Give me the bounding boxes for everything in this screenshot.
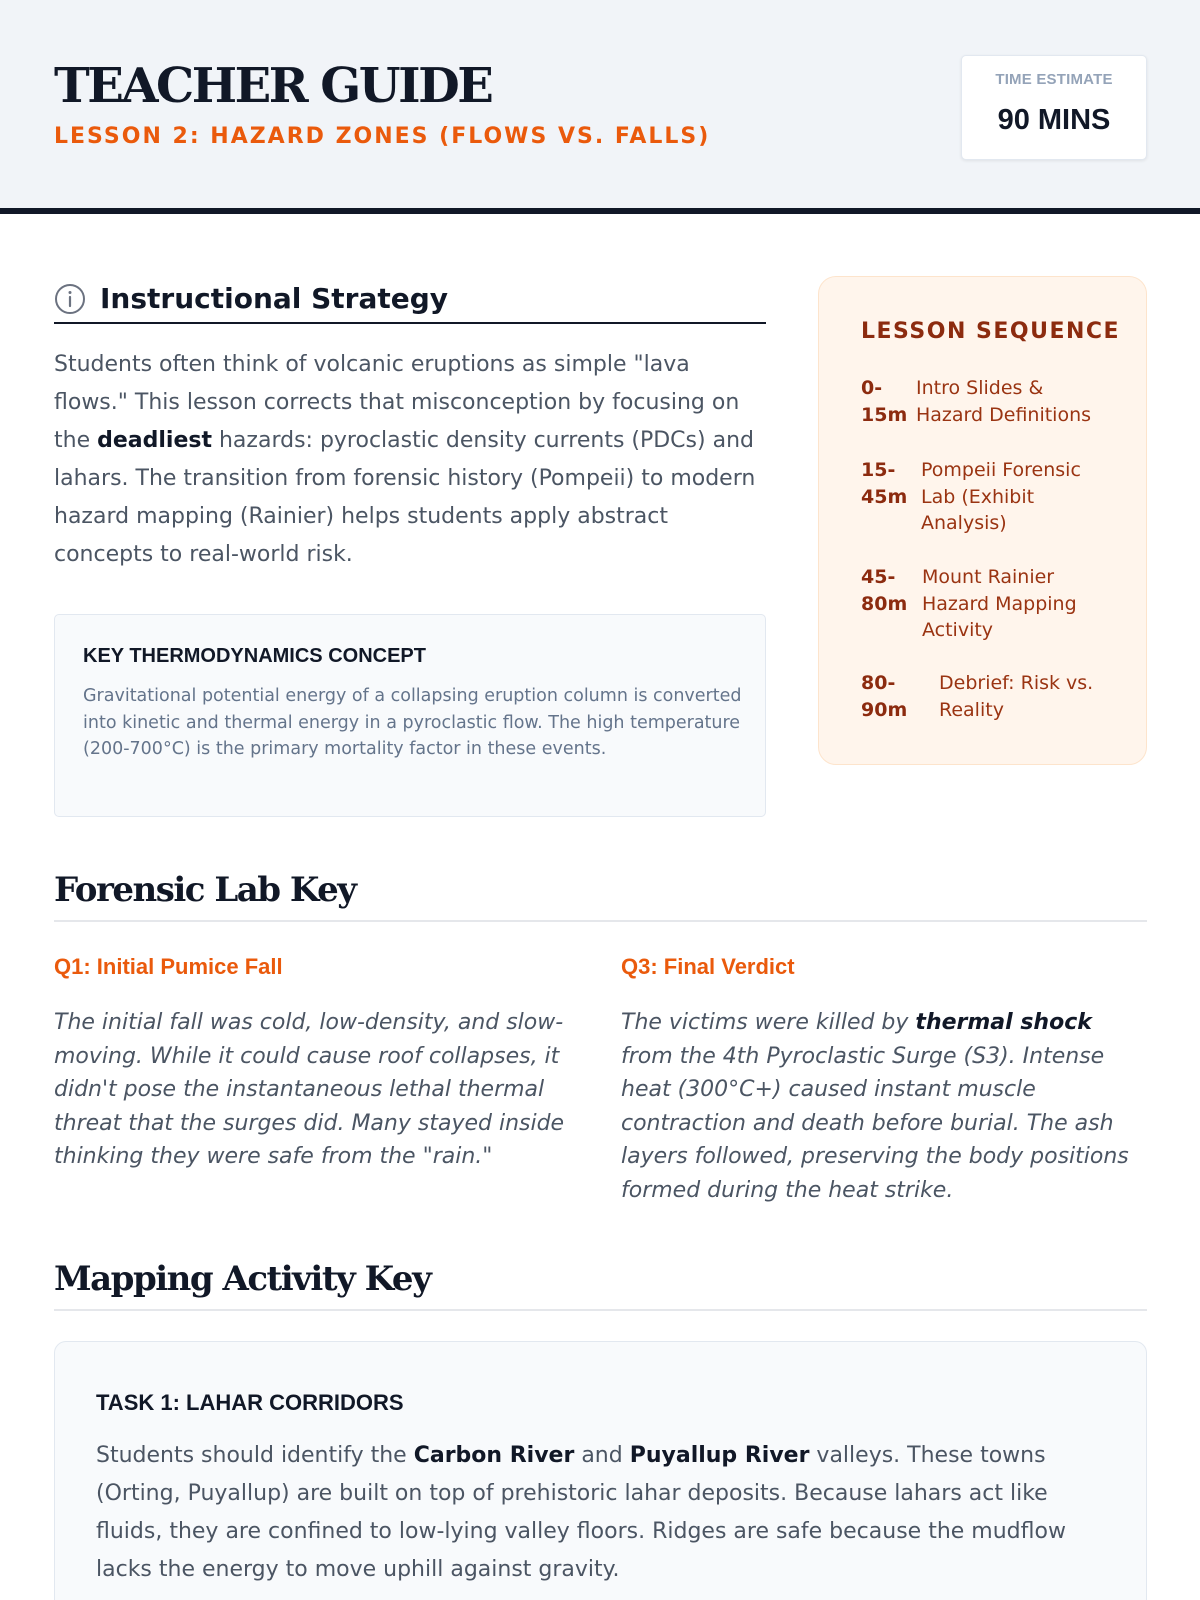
q1-heading: Q1: Initial Pumice Fall [54, 954, 283, 979]
lesson-subtitle: LESSON 2: HAZARD ZONES (FLOWS VS. FALLS) [54, 124, 711, 149]
task-1-title: TASK 1: LAHAR CORRIDORS [96, 1390, 404, 1415]
info-icon [54, 283, 86, 315]
emphasis-thermal-shock: thermal shock [915, 1010, 1092, 1035]
emphasis-deadliest: deadliest [97, 428, 212, 453]
lesson-sequence-card [818, 276, 1147, 765]
guide-header [0, 0, 1200, 214]
mapping-activity-title: Mapping Activity Key [54, 1259, 1147, 1311]
q1-answer: The initial fall was cold, low-density, and slow-moving. While it could cause roof collapses, it didn't pose the instantaneous lethal thermal threat that the surges did. Many stayed inside thinking they were safe from the "rain." [54, 1010, 565, 1169]
strategy-paragraph: Students often think of volcanic eruptions as simple "lava flows." This lesson corrects that misconception by focusing on the deadliest hazards: pyroclastic density currents (PDCs) and lahars. The transition from forensic history (Pompeii) to modern hazard mapping (Rainier) helps students apply abstract concepts to real-world risk. [54, 352, 756, 567]
strategy-title: Instructional Strategy [100, 282, 449, 315]
emphasis-carbon-river: Carbon River [413, 1443, 575, 1468]
sequence-time: 45- 80m [861, 566, 908, 615]
sequence-text: Mount Rainier Hazard Mapping Activity [922, 566, 1077, 641]
sequence-text: Pompeii Forensic Lab (Exhibit Analysis) [921, 459, 1081, 534]
sequence-time: 0- 15m [861, 377, 908, 426]
forensic-lab-title: Forensic Lab Key [54, 870, 1147, 922]
sequence-item [861, 375, 1111, 429]
emphasis-puyallup-river: Puyallup River [629, 1443, 810, 1468]
task-1-card [54, 1341, 1147, 1600]
task-1-text: Students should identify the Carbon River and Puyallup River valleys. These towns (Orting, Puyallup) are built on top of prehistoric lahar deposits. Because lahars act like fluids, they are confined to low-lying valley floors. Ridges are safe because the mudflow lacks the energy to move uphill against gravity. [96, 1443, 1066, 1582]
page-title: TEACHER GUIDE [54, 58, 492, 114]
concept-text: Gravitational potential energy of a collapsing eruption column is converted into kinetic and thermal energy in a pyroclastic flow. The high temperature (200-700°C) is the primary mortality factor in these events. [83, 686, 742, 759]
sequence-item [861, 457, 1111, 537]
sequence-item [861, 564, 1111, 644]
sequence-item [861, 670, 1111, 724]
sequence-text: Intro Slides & Hazard Definitions [916, 377, 1092, 426]
concept-title: KEY THERMODYNAMICS CONCEPT [83, 645, 426, 667]
key-concept-box [54, 614, 766, 817]
q3-heading: Q3: Final Verdict [621, 954, 795, 979]
time-estimate-card [961, 55, 1147, 160]
sequence-time: 15- 45m [861, 459, 908, 508]
time-estimate-label: TIME ESTIMATE [995, 71, 1113, 88]
sequence-title: LESSON SEQUENCE [861, 319, 1121, 344]
q3-answer: The victims were killed by thermal shock from the 4th Pyroclastic Surge (S3). Intense heat (300°C+) caused instant muscle contraction and death before burial. The ash layers followed, preserving the body positions formed during the heat strike. [621, 1010, 1129, 1203]
strategy-heading [54, 280, 766, 324]
sequence-time: 80- 90m [861, 672, 908, 721]
sequence-text: Debrief: Risk vs. Reality [939, 672, 1094, 721]
time-estimate-value: 90 MINS [997, 104, 1111, 136]
